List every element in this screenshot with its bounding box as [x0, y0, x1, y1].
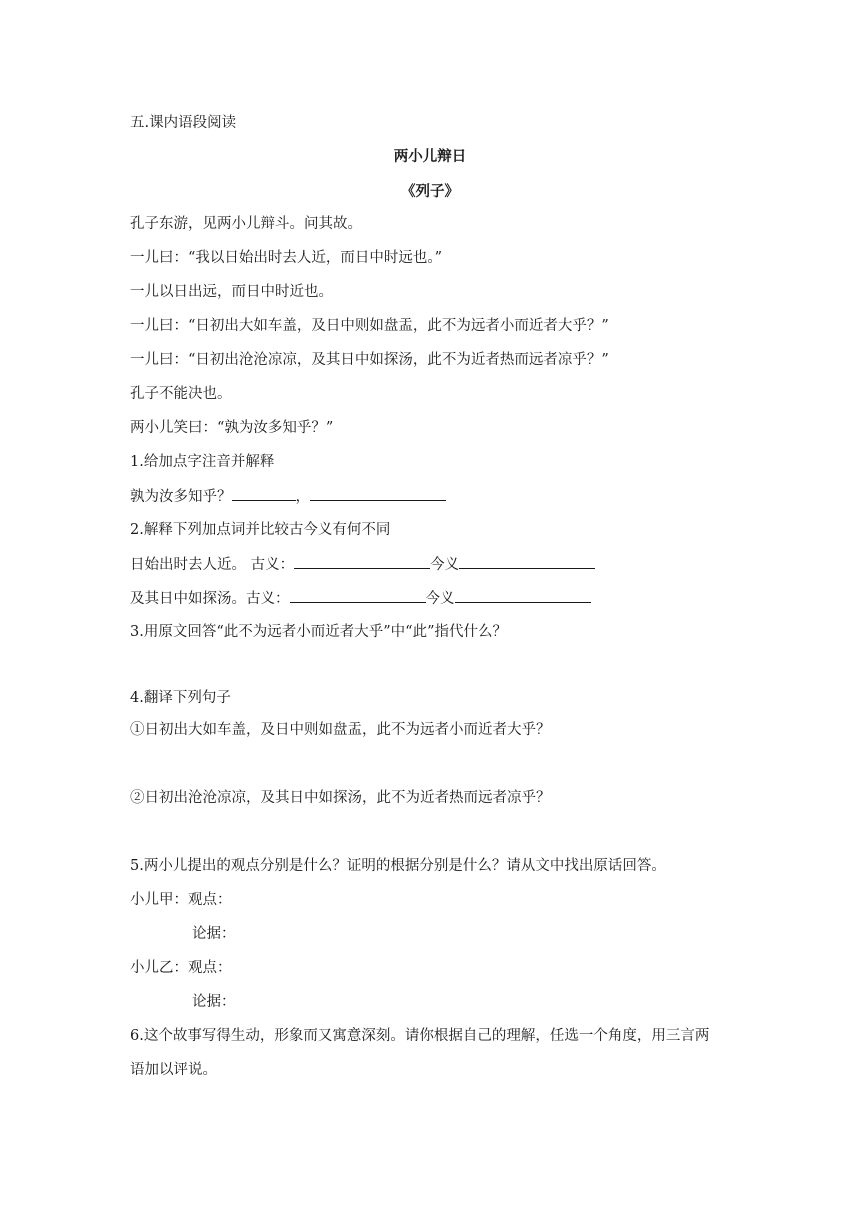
- question-4-sentence-2: ②日初出沧沧凉凉，及其日中如探汤，此不为近者热而远者凉乎？: [130, 790, 551, 806]
- section-heading: 五.课内语段阅读: [130, 115, 237, 131]
- passage-line: 一儿曰：“我以日始出时去人近，而日中时远也。”: [130, 250, 443, 266]
- separator: ，: [295, 489, 310, 505]
- question-4-sentence-1: ①日初出大如车盖，及日中则如盘盂，此不为远者小而近者大乎？: [130, 722, 551, 738]
- question-2-item-1: [130, 554, 595, 575]
- passage-line: 一儿曰：“日初出大如车盖，及日中则如盘盂，此不为远者小而近者大乎？”: [130, 318, 609, 334]
- passage-line: 孔子不能决也。: [130, 386, 232, 402]
- question-1-line: [130, 486, 446, 507]
- passage-line: 孔子东游，见两小儿辩斗。问其故。: [130, 216, 362, 232]
- modern-meaning-label: 今义: [425, 591, 455, 607]
- question-3-prompt: 3.用原文回答“此不为远者小而近者大乎”中“此”指代什么？: [130, 624, 507, 640]
- answer-blank-ancient-meaning[interactable]: [294, 554, 430, 569]
- passage-source: 《列子》: [401, 184, 459, 200]
- answer-blank-pinyin[interactable]: [232, 486, 296, 501]
- passage-line: 一儿以日出远，而日中时近也。: [130, 284, 333, 300]
- question-2-item-1-text: 日始出时去人近。 古义：: [130, 557, 295, 573]
- passage-line: 两小儿笑曰：“孰为汝多知乎？”: [130, 420, 334, 436]
- modern-meaning-label: 今义: [430, 557, 460, 573]
- question-1-prompt: 1.给加点字注音并解释: [130, 454, 275, 470]
- answer-blank-modern-meaning[interactable]: [455, 588, 591, 603]
- passage-line: 一儿曰：“日初出沧沧凉凉，及其日中如探汤，此不为近者热而远者凉乎？”: [130, 352, 609, 368]
- question-1-text: 孰为汝多知乎？: [130, 489, 232, 505]
- question-2-prompt: 2.解释下列加点词并比较古今义有何不同: [130, 522, 391, 538]
- question-6-line-1: 6.这个故事写得生动，形象而又寓意深刻。请你根据自己的理解，任选一个角度，用三言两: [130, 1028, 710, 1044]
- child-a-viewpoint-label: 小儿甲：观点：: [130, 892, 232, 908]
- answer-blank-ancient-meaning[interactable]: [290, 588, 426, 603]
- child-b-basis-label: 论据：: [192, 994, 236, 1010]
- answer-blank-modern-meaning[interactable]: [459, 554, 595, 569]
- question-2-item-2-text: 及其日中如探汤。古义：: [130, 591, 290, 607]
- question-2-item-2: [130, 588, 591, 609]
- child-b-viewpoint-label: 小儿乙：观点：: [130, 960, 232, 976]
- question-5-prompt: 5.两小儿提出的观点分别是什么？证明的根据分别是什么？请从文中找出原话回答。: [130, 858, 666, 874]
- child-a-basis-label: 论据：: [192, 926, 236, 942]
- answer-blank-meaning[interactable]: [310, 486, 446, 501]
- passage-title: 两小儿辩日: [393, 149, 467, 165]
- question-6-line-2: 语加以评说。: [130, 1062, 217, 1078]
- question-4-prompt: 4.翻译下列句子: [130, 690, 231, 706]
